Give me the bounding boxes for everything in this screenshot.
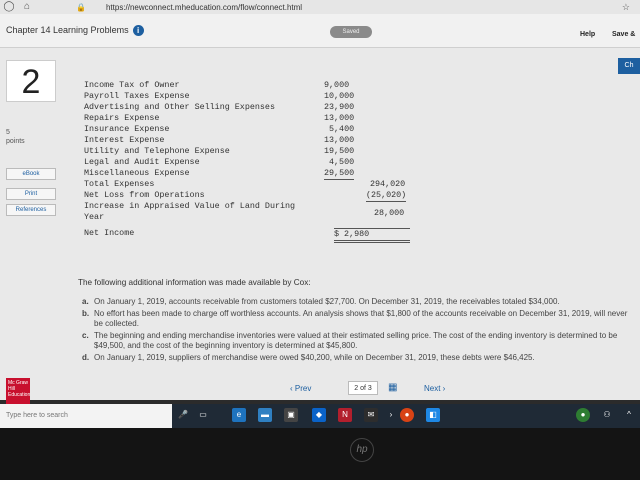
edge-icon[interactable]: e (232, 408, 246, 422)
hp-logo: hp (350, 438, 374, 462)
page-title-text: Chapter 14 Learning Problems (6, 25, 129, 35)
net-loss-amount: (25,020) (366, 190, 407, 200)
dropbox-icon[interactable]: ◆ (312, 408, 326, 422)
help-button[interactable]: Help (580, 31, 596, 38)
chevron-right-icon: › (440, 384, 446, 393)
additional-info-list (82, 297, 630, 365)
net-loss-label: Net Loss from Operations (84, 190, 205, 200)
ledger-row (84, 80, 350, 91)
microphone-icon[interactable]: 🎤 (178, 410, 188, 419)
email-icon[interactable]: ✉ (364, 408, 378, 422)
net-income-amount: $ 2,980 (334, 228, 410, 243)
total-expenses-row (84, 179, 406, 190)
list-item-marker: a. (82, 297, 89, 306)
saved-badge: Saved (330, 26, 372, 38)
list-item-marker: d. (82, 353, 90, 362)
back-icon[interactable]: ◯ (3, 1, 15, 12)
tray-expand-icon[interactable]: ^ (627, 410, 631, 419)
prev-label: Prev (294, 384, 312, 393)
next-label: Next (424, 384, 441, 393)
ledger-row-label: Insurance Expense (84, 124, 170, 134)
windows-taskbar (0, 404, 640, 428)
ledger-row (84, 168, 355, 179)
list-item-text: The beginning and ending merchandise inventories were valued at their estimated selling price. The cost of the ending inventory is determined to be $49,500, and the cost of the beginning inventory is determined at $45,800. (94, 331, 618, 350)
additional-info-intro: The following additional information was made available by Cox: (78, 278, 311, 287)
net-income-row (84, 228, 370, 239)
favorites-star-icon[interactable]: ☆ (621, 1, 630, 12)
list-item (82, 331, 630, 351)
save-exit-button[interactable]: Save & (612, 31, 636, 38)
list-item (82, 309, 630, 329)
ledger-row-label: Income Tax of Owner (84, 80, 180, 90)
ledger-row-label: Advertising and Other Selling Expenses (84, 102, 275, 112)
appraisal-label: Increase in Appraised Value of Land During (84, 201, 296, 211)
ledger-row-amount: 13,000 (324, 113, 355, 123)
points-value: 5 (6, 129, 10, 136)
references-button[interactable]: References (6, 204, 56, 216)
points-info (6, 128, 25, 146)
check-my-work-tab[interactable]: Ch (618, 58, 640, 74)
page-title (6, 25, 144, 36)
task-view-icon[interactable]: ▭ (199, 410, 207, 419)
store-icon[interactable]: ▣ (284, 408, 298, 422)
ledger-row (84, 146, 355, 157)
ledger-row-label: Interest Expense (84, 135, 165, 145)
ledger-row (84, 91, 355, 102)
ledger-row-label: Miscellaneous Expense (84, 168, 190, 178)
app-icon[interactable]: ◧ (426, 408, 440, 422)
browser-bar (0, 0, 640, 14)
ledger-row-amount: 19,500 (324, 146, 355, 156)
ledger-row (84, 135, 355, 146)
ledger-row-amount: 9,000 (324, 80, 350, 90)
total-expenses-label: Total Expenses (84, 179, 155, 189)
home-icon[interactable]: ⌂ (23, 1, 31, 12)
ledger-row-label: Legal and Audit Expense (84, 157, 200, 167)
question-number: 2 (6, 60, 56, 102)
points-label: points (6, 138, 25, 145)
monitor-bezel (0, 428, 640, 480)
pagination-bar (0, 378, 640, 400)
list-item-marker: b. (82, 309, 90, 318)
total-expenses-amount: 294,020 (370, 179, 406, 189)
notification-icon[interactable]: ● (576, 408, 590, 422)
ledger-row (84, 157, 355, 168)
ledger-row (84, 124, 355, 135)
chevron-icon[interactable]: › (389, 410, 393, 419)
people-icon[interactable]: ⚇ (603, 410, 611, 419)
appraisal-label-year: Year (84, 212, 105, 222)
ledger-row (84, 102, 355, 113)
list-item (82, 353, 630, 363)
file-explorer-icon[interactable]: ▬ (258, 408, 272, 422)
app-header (0, 14, 640, 48)
net-loss-row (84, 190, 407, 201)
ledger-row-label: Repairs Expense (84, 113, 160, 123)
page-indicator[interactable] (348, 381, 378, 395)
ledger-row-amount: 4,500 (329, 157, 355, 167)
question-content (0, 48, 640, 400)
ledger-row-amount: 5,400 (329, 124, 355, 134)
question-sidebar (0, 48, 60, 400)
taskbar-search-input[interactable]: Type here to search (0, 404, 172, 428)
page-of: of 3 (360, 385, 372, 392)
next-button[interactable] (424, 384, 445, 393)
ledger-row-amount: 23,900 (324, 102, 355, 112)
appraisal-amount: 28,000 (374, 208, 405, 218)
chevron-left-icon: ‹ (290, 384, 295, 393)
list-item-text: On January 1, 2019, accounts receivable from customers totaled $27,700. On December 31, 2019, the receivables totaled $34,000. (94, 297, 560, 306)
prev-button[interactable] (290, 384, 311, 393)
list-item (82, 297, 630, 307)
ledger-row-label: Payroll Taxes Expense (84, 91, 190, 101)
print-button[interactable]: Print (6, 188, 56, 200)
address-bar[interactable]: https://newconnect.mheducation.com/flow/connect.html (105, 2, 303, 12)
ledger-row (84, 113, 355, 124)
grid-icon[interactable]: ▦ (388, 382, 398, 393)
net-income-label: Net Income (84, 228, 135, 238)
ledger-row-amount: 10,000 (324, 91, 355, 101)
netflix-icon[interactable]: N (338, 408, 352, 422)
ebook-button[interactable]: eBook (6, 168, 56, 180)
ledger-row-amount: 29,500 (324, 168, 355, 178)
list-item-marker: c. (82, 331, 89, 340)
ledger-row-amount: 13,000 (324, 135, 355, 145)
chrome-icon[interactable]: ● (400, 408, 414, 422)
list-item-text: On January 1, 2019, suppliers of merchandise were owed $40,200, while on December 31, 2019, these debts were $46,425. (94, 353, 535, 362)
lock-icon: 🔒 (76, 2, 86, 12)
appraisal-row (84, 201, 295, 212)
appraisal-row-cont (84, 212, 104, 223)
info-icon[interactable]: i (133, 25, 144, 36)
mcgraw-hill-logo: Mc Graw Hill Education (6, 378, 30, 406)
list-item-text: No effort has been made to charge off worthless accounts. An analysis shows that $1,800 of the accounts receivable on December 31, 2019, will never be collected. (94, 309, 628, 328)
page-current: 2 (354, 385, 359, 392)
ledger-row-label: Utility and Telephone Expense (84, 146, 230, 156)
